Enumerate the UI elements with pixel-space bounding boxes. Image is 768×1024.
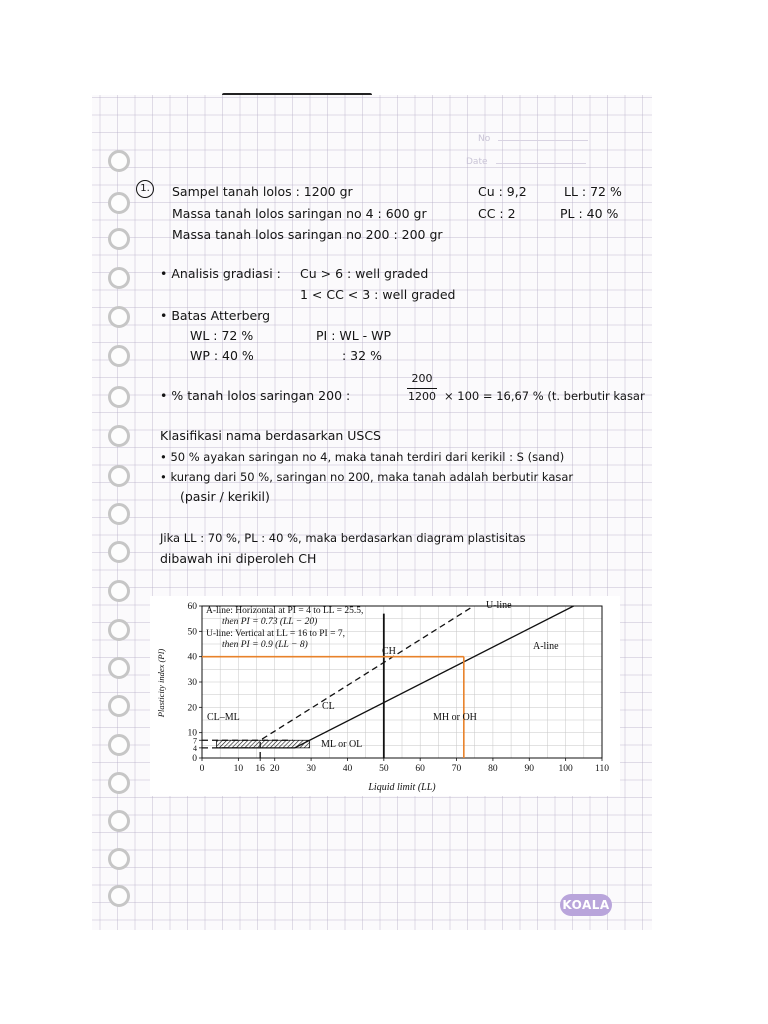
binder-ring (108, 619, 130, 641)
binder-ring (108, 465, 130, 487)
x-tick-label: 60 (415, 764, 425, 774)
header-no-label: No (478, 134, 491, 144)
atterberg-pi-formula: PI : WL - WP (316, 328, 392, 343)
header-date-label: Date (466, 157, 488, 167)
binder-ring (108, 580, 130, 602)
y-tick-label: 60 (187, 602, 197, 612)
binder-ring (108, 192, 130, 214)
passing-result: × 100 = 16,67 % (t. berbutir kasar (444, 389, 645, 403)
conclusion-line-1: Jika LL : 70 %, PL : 40 %, maka berdasarkan diagram plastisitas (160, 531, 526, 545)
classification-point-1: • 50 % ayakan saringan no 4, maka tanah terdiri dari kerikil : S (sand) (160, 450, 565, 464)
fraction-line (407, 388, 437, 389)
brand-logo: KOALA (560, 894, 612, 916)
binder-ring (108, 503, 130, 525)
passing-label: • % tanah lolos saringan 200 : (160, 388, 351, 403)
series-label-u-line: U-line (486, 600, 512, 611)
binder-ring (108, 306, 130, 328)
binder-ring (108, 695, 130, 717)
given-line-3: Massa tanah lolos saringan no 200 : 200 gr (172, 227, 443, 242)
y-tick-label: 50 (187, 627, 197, 638)
zone-label-ml-ol: ML or OL (321, 739, 363, 750)
x-tick-label: 110 (595, 764, 609, 774)
given-ll: LL : 72 % (564, 184, 622, 199)
atterberg-wp: WP : 40 % (190, 348, 254, 363)
binder-ring (108, 541, 130, 563)
binder-ring (108, 657, 130, 679)
zone-label-cl: CL (322, 701, 335, 712)
zone-label-mh-oh: MH or OH (433, 712, 477, 723)
x-tick-label: 30 (306, 764, 316, 774)
classification-point-2: • kurang dari 50 %, saringan no 200, maka tanah adalah berbutir kasar (160, 470, 574, 484)
given-pl: PL : 40 % (560, 206, 619, 221)
passing-numerator: 200 (411, 372, 433, 385)
annotation-line-3: U-line: Vertical at LL = 16 to PI = 7, (206, 629, 345, 639)
y-tick-label: 10 (187, 728, 197, 739)
annotation-line-1: A-line: Horizontal at PI = 4 to LL = 25.5, (206, 606, 364, 616)
classification-point-2b: (pasir / kerikil) (180, 489, 270, 504)
binder-ring (108, 345, 130, 367)
binder-ring (108, 772, 130, 794)
y-tick-label: 30 (187, 678, 197, 688)
annotation-line-4: then PI = 0.9 (LL − 8) (222, 640, 308, 650)
y-tick-label: 0 (192, 754, 197, 764)
classification-title: Klasifikasi nama berdasarkan USCS (160, 428, 381, 443)
x-axis-label: Liquid limit (LL) (368, 782, 436, 793)
x-tick-label: 90 (524, 764, 535, 774)
atterberg-title: • Batas Atterberg (160, 308, 271, 323)
given-line-1: Sampel tanah lolos : 1200 gr (172, 184, 353, 199)
annotation-line-2: then PI = 0.73 (LL − 20) (222, 617, 318, 627)
plasticity-chart (150, 596, 620, 796)
series-label-a-line: A-line (533, 641, 559, 652)
binder-ring (108, 150, 130, 172)
gradation-label: • Analisis gradiasi : (160, 266, 281, 281)
zone-label-ch: CH (382, 646, 396, 657)
a-line-series (217, 606, 574, 748)
x-tick-label: 50 (379, 764, 389, 774)
atterberg-pi-value: : 32 % (342, 348, 382, 363)
x-tick-label: 20 (269, 764, 280, 774)
given-line-2: Massa tanah lolos saringan no 4 : 600 gr (172, 206, 427, 221)
y-tick-label: 4 (193, 743, 197, 753)
binder-ring (108, 267, 130, 289)
x-tick-label: 100 (558, 764, 573, 774)
y-tick-label: 20 (187, 703, 197, 714)
zone-label-cl-ml: CL–ML (207, 712, 240, 723)
binder-ring (108, 228, 130, 250)
given-cc: CC : 2 (478, 206, 516, 221)
binder-ring (108, 810, 130, 832)
given-cu: Cu : 9,2 (478, 184, 527, 199)
binder-ring (108, 734, 130, 756)
x-tick-label: 80 (488, 764, 498, 774)
atterberg-wl: WL : 72 % (190, 328, 254, 343)
gradation-cu-rule: Cu > 6 : well graded (300, 266, 429, 281)
passing-denominator: 1200 (408, 390, 436, 403)
conclusion-line-2: dibawah ini diperoleh CH (160, 551, 317, 566)
x-tick-label: 16 (255, 764, 265, 774)
problem-number: 1. (136, 180, 154, 198)
x-tick-label: 0 (199, 764, 205, 774)
y-tick-label: 7 (193, 736, 197, 746)
binder-ring (108, 885, 130, 907)
gradation-cc-rule: 1 < CC < 3 : well graded (300, 287, 456, 302)
binder-ring (108, 848, 130, 870)
binder-ring (108, 386, 130, 408)
binder-ring (108, 425, 130, 447)
header-date (466, 157, 586, 167)
y-axis-label: Plasticity index (PI) (156, 648, 166, 718)
x-tick-label: 40 (342, 764, 353, 774)
y-tick-label: 40 (187, 652, 197, 663)
header-no (478, 134, 588, 144)
x-tick-label: 70 (451, 764, 462, 774)
x-tick-label: 10 (233, 764, 244, 774)
